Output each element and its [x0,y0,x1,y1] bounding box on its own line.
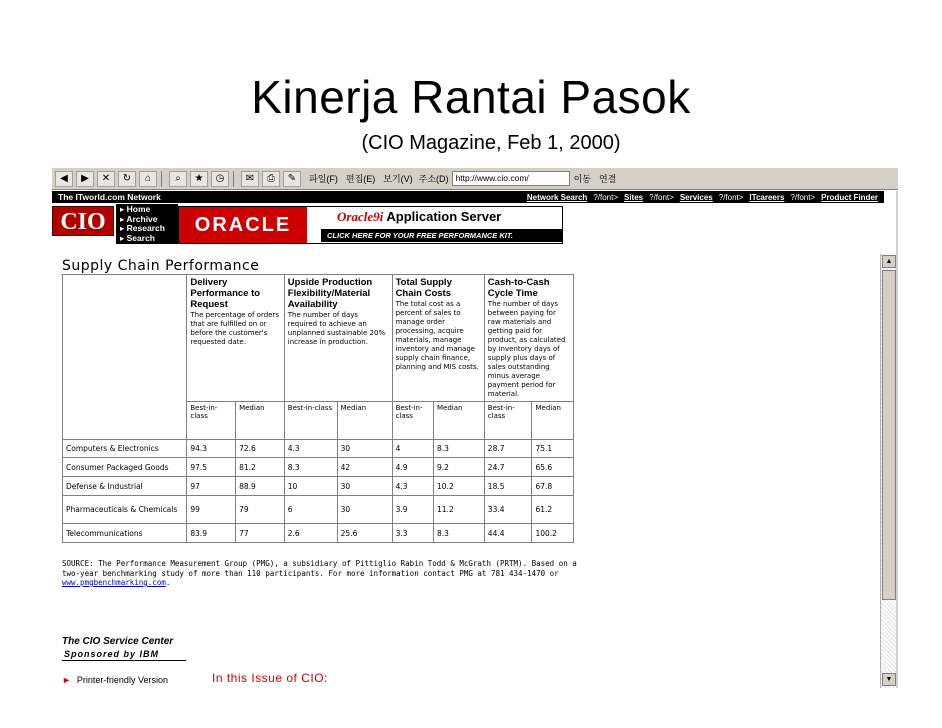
value-cell: 4.9 [392,458,433,477]
value-cell: 11.2 [434,496,485,524]
toolbar-separator [161,171,162,187]
page-heading: Supply Chain Performance [62,258,260,274]
mail-icon[interactable]: ✉ [241,171,259,187]
ad-product-name: Application Server [386,209,502,224]
service-center-title: The CIO Service Center [62,636,174,647]
value-cell: 6 [284,496,337,524]
value-cell: 10.2 [434,477,485,496]
industry-header-cell [63,275,187,440]
network-link[interactable]: Product Finder [821,192,878,202]
value-cell: 9.2 [434,458,485,477]
value-cell: 61.2 [532,496,574,524]
industry-cell: Computers & Electronics [63,440,187,458]
search-icon[interactable]: ⌕ [169,171,187,187]
scrollbar-thumb[interactable] [882,270,896,600]
links-button[interactable]: 연결 [598,174,617,184]
source-text: SOURCE: The Performance Measurement Group (PMG), a subsidiary of Pittiglio Rabin Todd & McGrath (PRTM). Based on a two-year benchmarking study of more than 110 participants. For more information contact PMG at 781 434-1470 or [62,559,577,578]
arrow-right-icon: ► [62,675,71,685]
value-cell: 4.3 [392,477,433,496]
vertical-scrollbar[interactable] [880,254,896,688]
oracle-ad-banner[interactable] [178,206,563,244]
value-cell: 3.3 [392,524,433,543]
cio-logo[interactable]: CIO [52,206,114,236]
industry-cell: Consumer Packaged Goods [63,458,187,477]
source-end: . [165,578,171,587]
value-cell: 79 [236,496,285,524]
menu-item-search[interactable]: ▸ Search [120,232,155,243]
value-cell: 33.4 [484,496,532,524]
value-cell: 88.9 [236,477,285,496]
table-row [63,458,574,477]
menu-item-archive[interactable]: ▸ Archive [120,213,158,224]
value-cell: 25.6 [337,524,392,543]
metric-header-row [63,275,574,402]
slide-title: Kinerja Rantai Pasok [251,71,691,123]
oracle-logo: ORACLE [179,207,307,243]
median-label: Median [337,402,392,440]
menu-view[interactable]: 보기(V) [383,174,413,184]
value-cell: 24.7 [484,458,532,477]
browser-toolbar [52,168,898,190]
best-label: Best-in-class [284,402,337,440]
value-cell: 30 [337,496,392,524]
median-label: Median [434,402,485,440]
industry-cell: Pharmaceuticals & Chemicals [63,496,187,524]
network-link[interactable]: ITcareers [749,192,785,202]
link-separator: ?/font> [593,192,618,202]
value-cell: 2.6 [284,524,337,543]
value-cell: 30 [337,477,392,496]
metric-header: Upside Production Flexibility/Material Availability The number of days required to achieve an unplanned sustainable 20% increase in production. [284,275,392,402]
window-edge [896,191,898,688]
value-cell: 97 [187,477,236,496]
menu-item-home[interactable]: ▸ Home [120,204,151,214]
metric-header: Total Supply Chain Costs The total cost as a percent of sales to manage order processing, acquire materials, manage inventory and manage supply chain finance, planning and MIS costs. [392,275,484,402]
scroll-down-icon[interactable]: ▼ [882,673,896,686]
pmg-link[interactable]: www.pmgbenchmarking.com [62,578,166,587]
value-cell: 65.6 [532,458,574,477]
value-cell: 83.9 [187,524,236,543]
home-icon[interactable]: ⌂ [139,171,157,187]
industry-cell: Telecommunications [63,524,187,543]
value-cell: 99 [187,496,236,524]
value-cell: 97.5 [187,458,236,477]
printer-friendly-label: Printer-friendly Version [76,675,168,685]
value-cell: 4.3 [284,440,337,458]
value-cell: 75.1 [532,440,574,458]
ad-product-brand: Oracle9i [337,209,384,224]
network-link[interactable]: Sites [624,192,644,202]
menu-file[interactable]: 파일(F) [309,174,338,184]
sponsored-by: Sponsored by IBM [64,649,160,659]
toolbar-separator [233,171,234,187]
browser-screenshot [52,168,898,688]
value-cell: 72.6 [236,440,285,458]
source-note [62,559,582,588]
ad-product [337,209,501,225]
value-cell: 42 [337,458,392,477]
industry-cell: Defense & Industrial [63,477,187,496]
network-brand[interactable]: The ITworld.com Network [58,192,161,202]
value-cell: 10 [284,477,337,496]
value-cell: 4 [392,440,433,458]
metric-header: Delivery Performance to Request The percentage of orders that are fulfilled on or before the customer's requested date. [187,275,284,402]
go-button[interactable]: 이동 [573,174,591,184]
best-label: Best-in-class [484,402,532,440]
value-cell: 28.7 [484,440,532,458]
median-label: Median [236,402,285,440]
median-label: Median [532,402,574,440]
value-cell: 30 [337,440,392,458]
scroll-up-icon[interactable]: ▲ [882,255,896,268]
link-separator: ?/font> [790,192,816,202]
value-cell: 94.3 [187,440,236,458]
link-separator: ?/font> [649,192,674,202]
value-cell: 3.9 [392,496,433,524]
value-cell: 81.2 [236,458,285,477]
best-label: Best-in-class [392,402,433,440]
slide-subtitle: (CIO Magazine, Feb 1, 2000) [361,132,621,154]
value-cell: 8.3 [434,440,485,458]
stop-icon[interactable]: ✕ [97,171,115,187]
value-cell: 8.3 [434,524,485,543]
network-link[interactable]: Network Search [526,192,588,202]
printer-friendly-link[interactable] [62,675,168,685]
divider [62,660,186,661]
link-separator: ?/font> [718,192,744,202]
table-row [63,496,574,524]
metric-header: Cash-to-Cash Cycle Time The number of days between paying for raw materials and getting paid for product, as calculated by inventory days of supply plus days of sales outstanding minus average payment period for material. [484,275,573,402]
issue-heading: In this Issue of CIO: [212,671,328,685]
network-links [527,193,884,202]
address-input[interactable]: http://www.cio.com/ [452,171,570,186]
value-cell: 8.3 [284,458,337,477]
value-cell: 100.2 [532,524,574,543]
site-menu [116,204,178,244]
ad-cta[interactable]: CLICK HERE FOR YOUR FREE PERFORMANCE KIT. [321,229,563,242]
value-cell: 44.4 [484,524,532,543]
forward-icon[interactable]: ▶ [76,171,94,187]
network-bar [52,191,884,203]
table-row [63,477,574,496]
value-cell: 67.8 [532,477,574,496]
refresh-icon[interactable]: ↻ [118,171,136,187]
print-icon[interactable]: ⎙ [262,171,280,187]
history-icon[interactable]: ◷ [211,171,229,187]
edit-icon[interactable]: ✎ [283,171,301,187]
address-label: 주소(D) [418,174,449,184]
best-label: Best-in-class [187,402,236,440]
value-cell: 77 [236,524,285,543]
favorites-icon[interactable]: ★ [190,171,208,187]
network-link[interactable]: Services [679,192,713,202]
menu-edit[interactable]: 편집(E) [345,174,376,184]
back-icon[interactable]: ◀ [55,171,73,187]
performance-table [62,274,574,543]
table-row [63,440,574,458]
menu-item-research[interactable]: ▸ Research [120,223,165,233]
table-row [63,524,574,543]
value-cell: 18.5 [484,477,532,496]
